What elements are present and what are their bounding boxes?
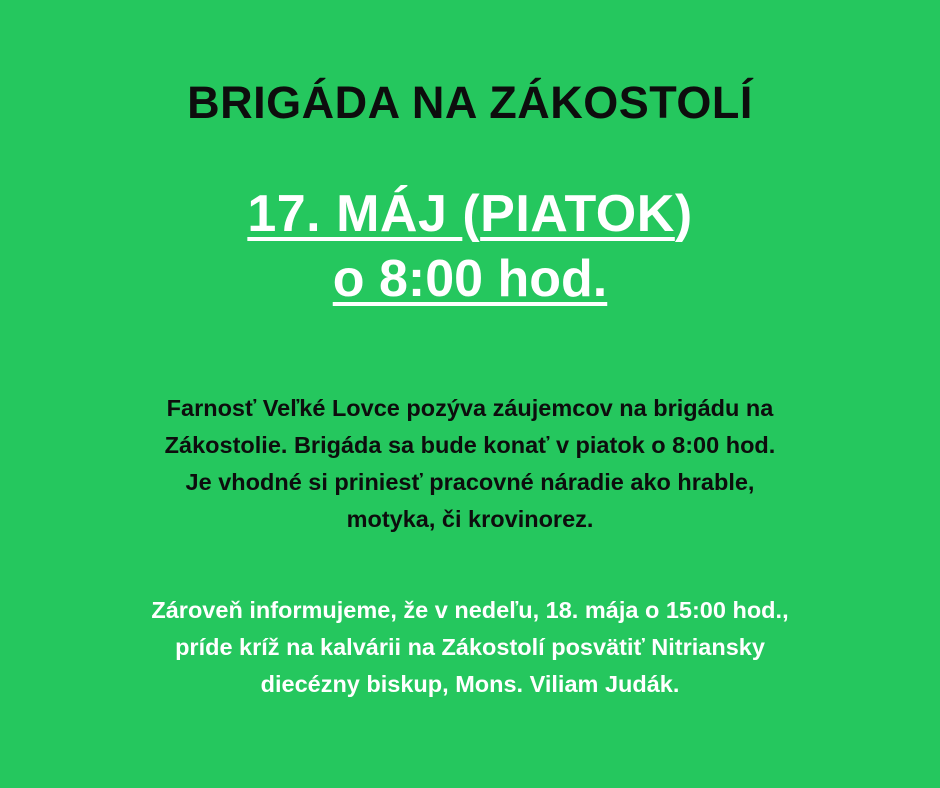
event-date-day-month: 17. MÁJ bbox=[247, 185, 463, 243]
paragraph-2-line-1: Zároveň informujeme, že v nedeľu, 18. mája o 15:00 hod., bbox=[151, 597, 789, 623]
paragraph-1-line-3: Je vhodné si priniesť pracovné náradie ako hrable, bbox=[185, 469, 755, 496]
paragraph-2-line-2: príde kríž na kalvárii na Zákostolí posvätiť Nitriansky bbox=[175, 634, 765, 661]
event-time-line bbox=[0, 248, 940, 311]
paragraph-2-line-3: diecézny biskup, Mons. Viliam Judák. bbox=[260, 671, 680, 698]
event-date-time-block bbox=[0, 183, 940, 312]
paragraph-1-line-1: Farnosť Veľké Lovce pozýva záujemcov na brigádu na bbox=[166, 395, 774, 421]
body-paragraph-announcement bbox=[40, 592, 900, 703]
event-date-paren-close: ) bbox=[674, 185, 693, 243]
event-time-text: o 8:00 hod. bbox=[332, 250, 608, 309]
paragraph-1-line-2: Zákostolie. Brigáda sa bude konať v piatok o 8:00 hod. bbox=[164, 432, 776, 459]
event-date-line bbox=[0, 183, 940, 246]
event-date-paren-open: ( bbox=[462, 185, 481, 243]
page-title: BRIGÁDA NA ZÁKOSTOLÍ bbox=[187, 77, 753, 128]
event-date-weekday: PIATOK bbox=[480, 185, 675, 243]
body-paragraph-invitation bbox=[60, 390, 880, 539]
paragraph-1-line-4: motyka, či krovinorez. bbox=[346, 506, 594, 533]
